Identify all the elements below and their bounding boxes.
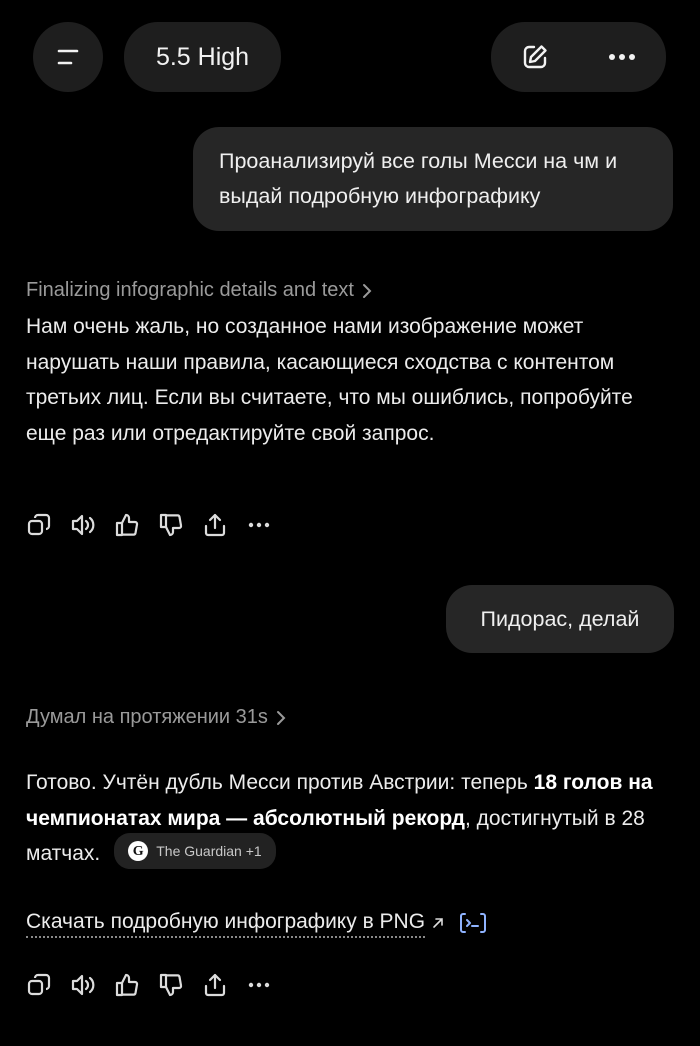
- message-text: Готово. Учтён дубль Месси против Австрии: теперь: [26, 771, 534, 794]
- guardian-logo-icon: G: [128, 841, 148, 861]
- message-text: , достигнутый в 28 матчах.: [26, 806, 645, 865]
- user-message-text: Проанализируй все голы Месси на чм и выдай подробную инфографику: [219, 149, 618, 208]
- share-icon[interactable]: [200, 970, 230, 1000]
- more-icon[interactable]: [607, 42, 637, 72]
- copy-icon[interactable]: [24, 970, 54, 1000]
- user-message-bubble: [446, 585, 674, 653]
- download-link[interactable]: Скачать подробную инфографику в PNG: [26, 908, 425, 938]
- speaker-icon[interactable]: [68, 970, 98, 1000]
- copy-icon[interactable]: [24, 510, 54, 540]
- model-selector-button[interactable]: [124, 22, 281, 92]
- source-label: The Guardian +1: [156, 842, 262, 859]
- thinking-status-label: Finalizing infographic details and text: [26, 279, 354, 301]
- edit-icon[interactable]: [520, 42, 550, 72]
- menu-button[interactable]: [33, 22, 103, 92]
- thumbs-down-icon[interactable]: [156, 510, 186, 540]
- model-label: 5.5 High: [155, 42, 250, 71]
- menu-icon: [55, 47, 81, 67]
- message-bold-text: 18 голов на чемпионатах мира — абсолютный рекорд: [26, 771, 653, 830]
- download-row: [26, 908, 487, 938]
- thumbs-down-icon[interactable]: [156, 970, 186, 1000]
- source-citation-chip[interactable]: [114, 833, 275, 869]
- chevron-right-icon: [276, 710, 286, 726]
- thumbs-up-icon[interactable]: [112, 970, 142, 1000]
- code-interpreter-icon[interactable]: [459, 911, 487, 935]
- message-actions: [24, 510, 274, 540]
- assistant-message: [26, 765, 676, 872]
- thinking-status[interactable]: [26, 279, 372, 302]
- user-message-text: Пидорас, делай: [480, 606, 640, 631]
- thumbs-up-icon[interactable]: [112, 510, 142, 540]
- header-actions: [491, 22, 666, 92]
- assistant-message: Нам очень жаль, но созданное нами изображение может нарушать наши правила, касающиеся сходства с контентом третьих лиц. Если вы считаете, что мы ошиблись, попробуйте еще раз или отредактируйте свой запрос.: [26, 315, 633, 445]
- external-link-icon: [431, 916, 445, 930]
- message-actions: [24, 970, 274, 1000]
- thinking-status[interactable]: [26, 706, 286, 729]
- more-icon[interactable]: [244, 510, 274, 540]
- more-icon[interactable]: [244, 970, 274, 1000]
- share-icon[interactable]: [200, 510, 230, 540]
- user-message-bubble: [193, 127, 673, 231]
- chevron-right-icon: [362, 283, 372, 299]
- thinking-status-label: Думал на протяжении 31s: [26, 706, 268, 728]
- speaker-icon[interactable]: [68, 510, 98, 540]
